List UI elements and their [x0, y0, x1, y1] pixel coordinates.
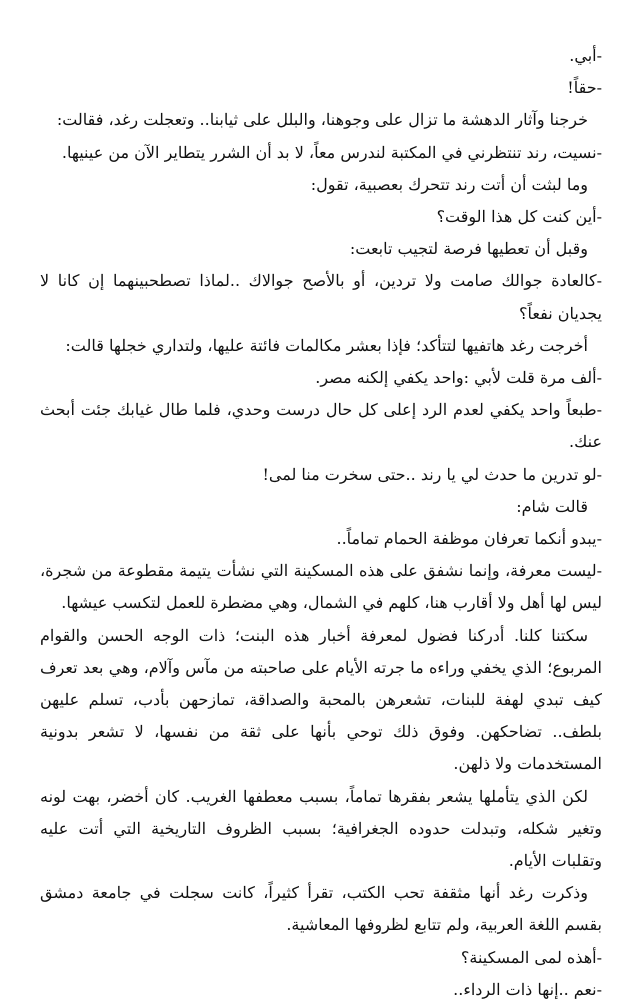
paragraph: -طبعاً واحد يكفي لعدم الرد إعلى كل حال درست وحدي، فلما طال غيابك جئت أبحث عنك. [40, 400, 603, 452]
paragraph: -نسيت، رند تنتظرني في المكتبة لندرس معاً، لا بد أن الشرر يتطاير الآن من عينيها. [61, 142, 602, 162]
paragraph: -نعم ..إنها ذات الرداء.. [453, 979, 602, 999]
paragraph: -ليست معرفة، وإنما نشفق على هذه المسكينة التي نشأت يتيمة مقطوعة من شجرة، ليس لها أهل ولا أقارب هنا، كلهم في الشمال، وهي مضطرة للعمل لتكسب عيشها. [40, 561, 602, 613]
paragraph: أخرجت رغد هاتفيها لتتأكد؛ فإذا بعشر مكالمات فائتة عليها، ولتداري خجلها قالت: [65, 335, 588, 355]
paragraph: لكن الذي يتأملها يشعر بفقرها تماماً، بسبب معطفها الغريب. كان أخضر، بهت لونه وتغير شكله، وتبدلت حدوده الجغرافية؛ بسبب الظروف التاريخية التي أتت عليه وتقلبات الأيام. [40, 786, 602, 871]
paragraph: -لو تدرين ما حدث لي يا رند ..حتى سخرت منا لمى! [262, 464, 602, 484]
paragraph: -كالعادة جوالك صامت ولا تردين، أو بالأصح جوالاك ..لماذا تصطحبينهما إن كانا لا يجديان نفعاً؟ [40, 271, 602, 323]
paragraph: -أهذه لمى المسكينة؟ [460, 947, 602, 967]
paragraph: -أين كنت كل هذا الوقت؟ [436, 207, 602, 227]
paragraph: وقبل أن تعطيها فرصة لتجيب تابعت: [349, 239, 588, 259]
paragraph: -حقاً! [567, 78, 602, 98]
paragraph: -أبي. [569, 46, 602, 65]
paragraph: سكتنا كلنا. أدركنا فضول لمعرفة أخبار هذه البنت؛ ذات الوجه الحسن والقوام المربوع؛ الذي يخفي وراءه ما جرته الأيام على صاحبته من مآس وآلام، وهي بعد تعرف كيف تبدي لهفة للبنات، تشعرهن بالمحبة والصداقة، تمازحهن بأدب، تسلم عليهن بلطف.. تضاحكهن. وفوق ذلك توحي بأنها على ثقة من نفسها، لا تشعر بدونية المستخدمات ولا ذلهن. [40, 625, 602, 774]
paragraph: خرجنا وآثار الدهشة ما تزال على وجوهنا، والبلل على ثيابنا.. وتعجلت رغد، فقالت: [56, 110, 588, 130]
paragraph: وذكرت رغد أنها مثقفة تحب الكتب، تقرأ كثيراً، كانت سجلت في جامعة دمشق بقسم اللغة العربية، ولم تتابع لظروفها المعاشية. [40, 883, 602, 935]
paragraph: قالت شام: [516, 496, 588, 516]
paragraph: وما لبثت أن أتت رند تتحرك بعصبية، تقول: [310, 174, 588, 194]
paragraph: -يبدو أنكما تعرفان موظفة الحمام تماماً.. [336, 529, 602, 549]
document-page [40, 40, 602, 1006]
paragraph: -ألف مرة قلت لأبي :واحد يكفي إلكنه مصر. [315, 368, 602, 388]
